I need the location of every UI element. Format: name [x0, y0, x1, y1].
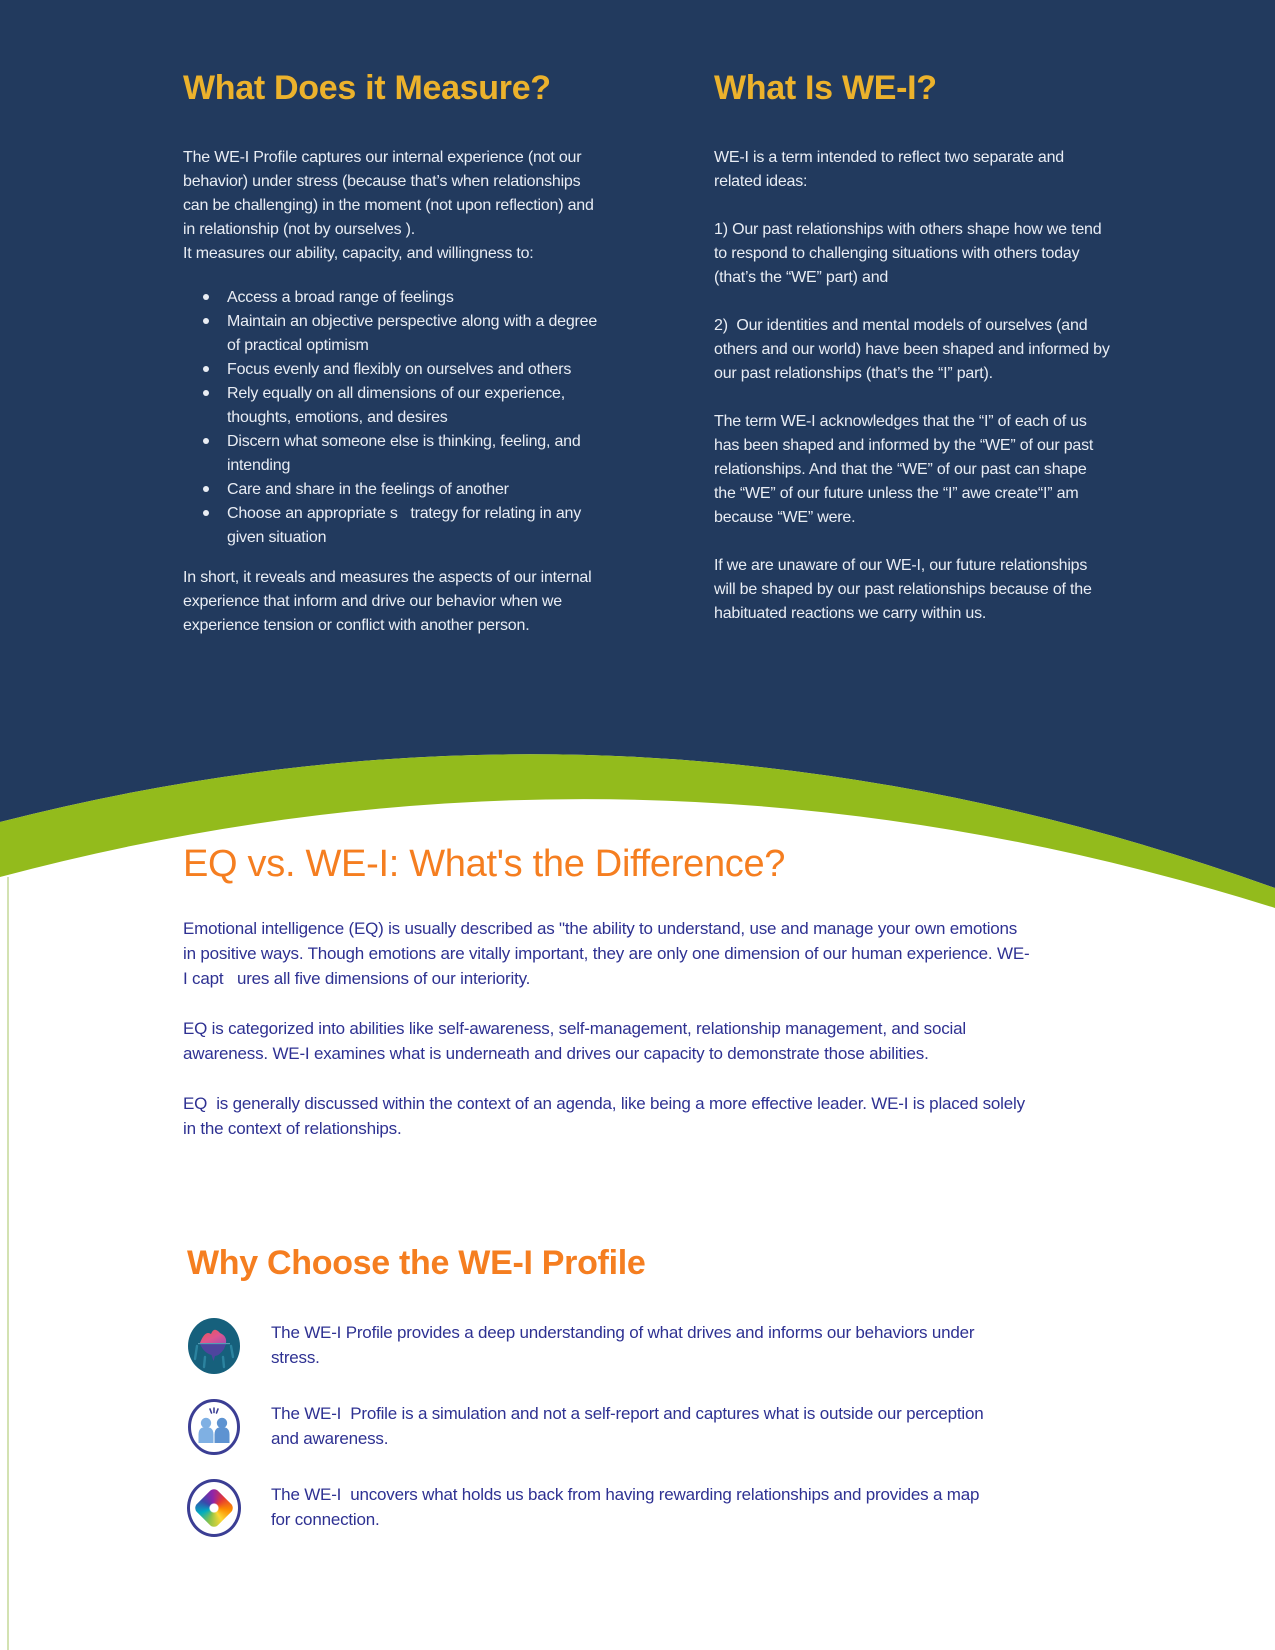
what-does-it-measure-section	[183, 68, 608, 638]
measure-lead-in: It measures our ability, capacity, and willingness to:	[183, 245, 534, 262]
bullet-item: Access a broad range of feelings	[183, 286, 608, 310]
wei-paragraph: The term WE-I acknowledges that the “I” of each of us has been shaped and informed by the “WE” of our past relationships. And that the “WE” of our past can shape the “WE” of our future unless the “I” awe create“I” am because “WE” were.	[714, 413, 1094, 526]
eq-paragraph: EQ is generally discussed within the context of an agenda, like being a more effective leader. WE-I is placed solely in the context of relationships.	[183, 1094, 1025, 1138]
bullet-item: Choose an appropriate s trategy for relating in any given situation	[183, 502, 608, 550]
what-is-wei-section	[714, 68, 1112, 650]
what-is-wei-title: What Is WE-I?	[714, 69, 937, 107]
bullet-item: Maintain an objective perspective along with a degree of practical optimism	[183, 310, 608, 358]
wei-paragraph: If we are unaware of our WE-I, our future relationships will be shaped by our past relationships because of the habituated reactions we carry within us.	[714, 557, 1092, 622]
bullet-item: Rely equally on all dimensions of our experience, thoughts, emotions, and desires	[183, 382, 608, 430]
eq-paragraph: Emotional intelligence (EQ) is usually described as "the ability to understand, use and manage your own emotions in positive ways. Though emotions are vitally important, they are only one dimension of our human experience. WE-I capt ures all five dimensions of our interiority.	[183, 919, 1030, 988]
bullet-item: Care and share in the feelings of another	[183, 478, 608, 502]
measure-intro-paragraph: The WE-I Profile captures our internal experience (not our behavior) under stress (because that’s when relationships can be challenging) in the moment (not upon reflection) and in relationship (not by ourselves ).	[183, 149, 594, 238]
color-wheel-icon	[187, 1479, 243, 1537]
iceberg-icon	[187, 1317, 243, 1380]
why-choose-title: Why Choose the WE-I Profile	[187, 1244, 646, 1282]
why-item	[187, 1479, 1147, 1537]
eq-paragraph: EQ is categorized into abilities like self-awareness, self-management, relationship management, and social awareness. WE-I examines what is underneath and drives our capacity to demonstrate those abilities.	[183, 1019, 966, 1063]
why-choose-section	[187, 1243, 1147, 1555]
wei-paragraph: WE-I is a term intended to reflect two separate and related ideas:	[714, 149, 1064, 190]
why-item-text: The WE-I uncovers what holds us back from having rewarding relationships and provides a map for connection.	[271, 1485, 980, 1529]
measure-summary-paragraph: In short, it reveals and measures the aspects of our internal experience that inform and drive our behavior when we experience tension or conflict with another person.	[183, 569, 592, 634]
bullet-item: Focus evenly and flexibly on ourselves and others	[183, 358, 608, 382]
eq-vs-wei-title: EQ vs. WE-I: What's the Difference?	[183, 843, 786, 885]
eq-vs-wei-section	[183, 842, 1033, 1166]
what-does-it-measure-title: What Does it Measure?	[183, 69, 551, 107]
why-item-text: The WE-I Profile provides a deep understanding of what drives and informs our behaviors under stress.	[271, 1323, 975, 1367]
why-item	[187, 1317, 1147, 1380]
bullet-item: Discern what someone else is thinking, feeling, and intending	[183, 430, 608, 478]
two-people-icon	[187, 1398, 243, 1461]
page-edge-line	[7, 877, 9, 1650]
wei-paragraph: 1) Our past relationships with others shape how we tend to respond to challenging situations with others today (that’s the “WE” part) and	[714, 221, 1102, 286]
why-item	[187, 1398, 1147, 1461]
measure-bullet-list	[183, 286, 608, 550]
wei-paragraph: 2) Our identities and mental models of ourselves (and others and our world) have been shaped and informed by our past relationships (that’s the “I” part).	[714, 317, 1110, 382]
why-item-text: The WE-I Profile is a simulation and not a self-report and captures what is outside our perception and awareness.	[271, 1404, 984, 1448]
